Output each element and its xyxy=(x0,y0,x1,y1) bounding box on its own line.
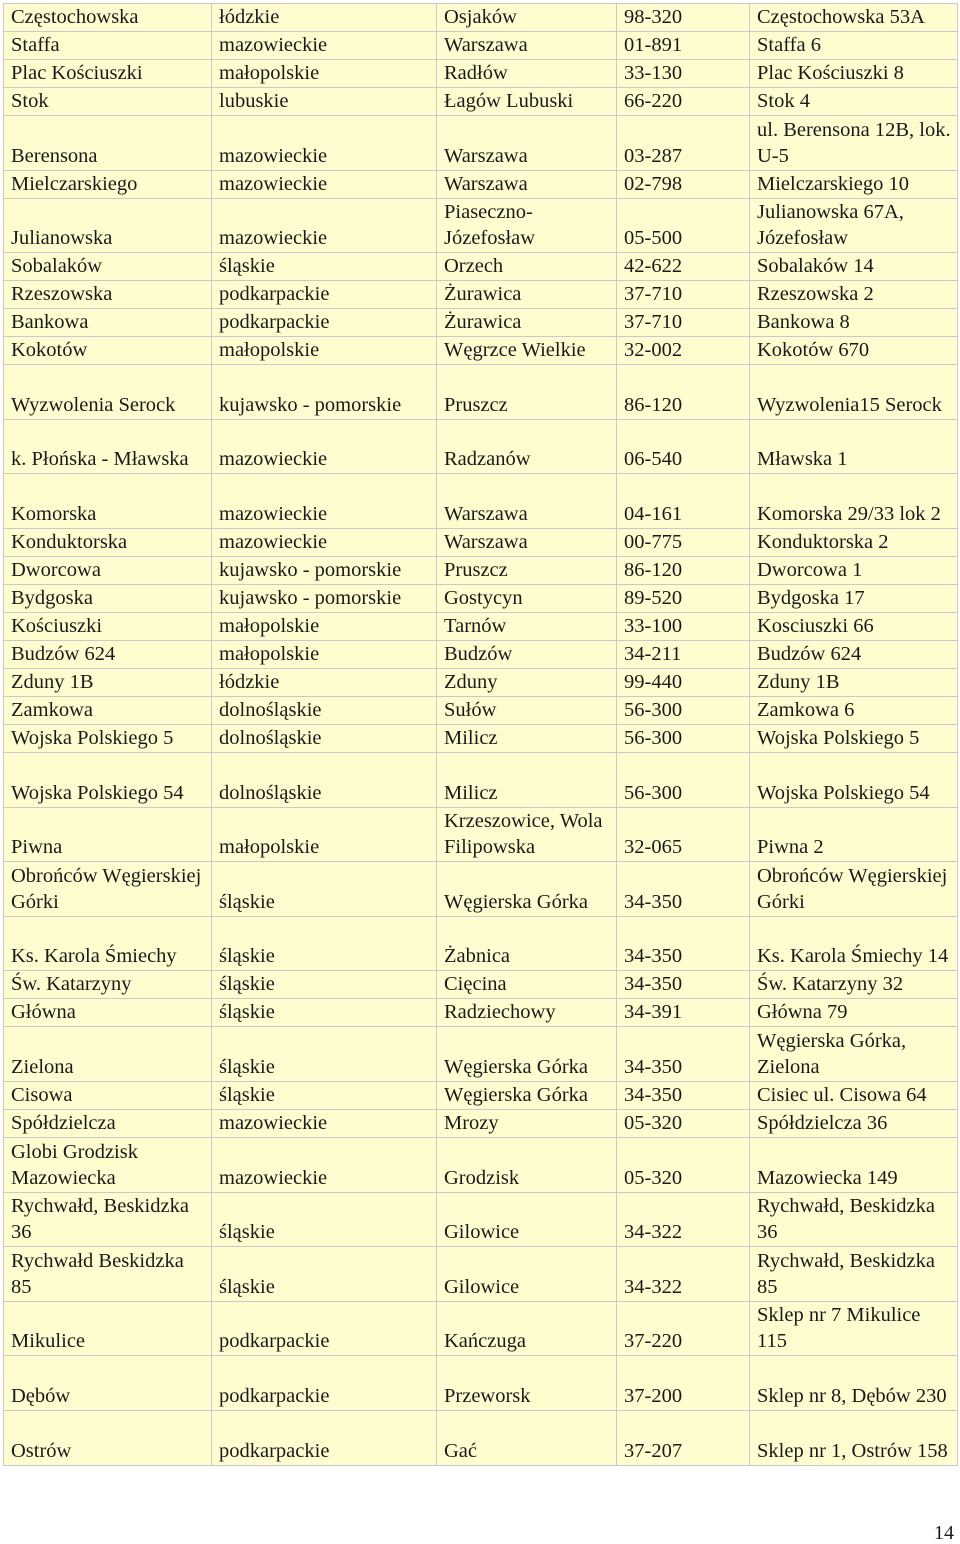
address-cell: Konduktorska 2 xyxy=(750,528,958,556)
table-row xyxy=(4,724,958,752)
address-cell: Cisiec ul. Cisowa 64 xyxy=(750,1081,958,1109)
street-cell: Dworcowa xyxy=(4,556,212,584)
address-cell: Wojska Polskiego 54 xyxy=(750,752,958,807)
street-cell: Bankowa xyxy=(4,309,212,337)
address-cell: Spółdzielcza 36 xyxy=(750,1109,958,1137)
street-cell: Mikulice xyxy=(4,1301,212,1356)
region-cell: mazowieckie xyxy=(212,170,437,198)
table-row xyxy=(4,1356,958,1411)
street-cell: Św. Katarzyny xyxy=(4,971,212,999)
city-cell: Tarnów xyxy=(437,612,617,640)
street-cell: Rychwałd, Beskidzka 36 xyxy=(4,1192,212,1247)
street-cell: Rzeszowska xyxy=(4,281,212,309)
street-cell: Globi Grodzisk Mazowiecka xyxy=(4,1137,212,1192)
table-row xyxy=(4,862,958,917)
address-cell: Sklep nr 1, Ostrów 158 xyxy=(750,1410,958,1465)
postal-code-cell: 37-207 xyxy=(617,1410,750,1465)
street-cell: Komorska xyxy=(4,474,212,529)
table-row xyxy=(4,60,958,88)
postal-code-cell: 37-710 xyxy=(617,281,750,309)
region-cell: śląskie xyxy=(212,1192,437,1247)
region-cell: dolnośląskie xyxy=(212,752,437,807)
region-cell: kujawsko - pomorskie xyxy=(212,556,437,584)
postal-code-cell: 34-350 xyxy=(617,862,750,917)
address-cell: Ks. Karola Śmiechy 14 xyxy=(750,916,958,971)
city-cell: Budzów xyxy=(437,640,617,668)
region-cell: śląskie xyxy=(212,253,437,281)
table-row xyxy=(4,640,958,668)
city-cell: Radłów xyxy=(437,60,617,88)
postal-code-cell: 05-500 xyxy=(617,198,750,253)
postal-code-cell: 34-322 xyxy=(617,1192,750,1247)
postal-code-cell: 34-350 xyxy=(617,971,750,999)
region-cell: podkarpackie xyxy=(212,309,437,337)
city-cell: Węgierska Górka xyxy=(437,862,617,917)
city-cell: Grodzisk xyxy=(437,1137,617,1192)
table-row xyxy=(4,1137,958,1192)
postal-code-cell: 34-350 xyxy=(617,916,750,971)
region-cell: mazowieckie xyxy=(212,1109,437,1137)
region-cell: lubuskie xyxy=(212,88,437,116)
city-cell: Gać xyxy=(437,1410,617,1465)
table-row xyxy=(4,1410,958,1465)
region-cell: łódzkie xyxy=(212,668,437,696)
city-cell: Warszawa xyxy=(437,528,617,556)
region-cell: śląskie xyxy=(212,1081,437,1109)
region-cell: małopolskie xyxy=(212,807,437,862)
street-cell: Konduktorska xyxy=(4,528,212,556)
city-cell: Warszawa xyxy=(437,116,617,171)
city-cell: Sułów xyxy=(437,696,617,724)
postal-code-cell: 37-710 xyxy=(617,309,750,337)
table-row xyxy=(4,1027,958,1082)
table-row xyxy=(4,419,958,474)
address-cell: Wyzwolenia15 Serock xyxy=(750,365,958,420)
table-row xyxy=(4,365,958,420)
table-row xyxy=(4,1247,958,1302)
address-cell: Zduny 1B xyxy=(750,668,958,696)
region-cell: małopolskie xyxy=(212,612,437,640)
address-cell: Bankowa 8 xyxy=(750,309,958,337)
table-row xyxy=(4,32,958,60)
city-cell: Żabnica xyxy=(437,916,617,971)
region-cell: mazowieckie xyxy=(212,419,437,474)
address-cell: Komorska 29/33 lok 2 xyxy=(750,474,958,529)
postal-code-cell: 01-891 xyxy=(617,32,750,60)
street-cell: k. Płońska - Mławska xyxy=(4,419,212,474)
table-row xyxy=(4,198,958,253)
table-row xyxy=(4,1109,958,1137)
address-cell: Św. Katarzyny 32 xyxy=(750,971,958,999)
table-row xyxy=(4,474,958,529)
postal-code-cell: 37-200 xyxy=(617,1356,750,1411)
city-cell: Żurawica xyxy=(437,309,617,337)
city-cell: Warszawa xyxy=(437,474,617,529)
address-cell: Częstochowska 53A xyxy=(750,4,958,32)
page-number: 14 xyxy=(934,1522,954,1544)
postal-code-cell: 34-211 xyxy=(617,640,750,668)
postal-code-cell: 42-622 xyxy=(617,253,750,281)
table-row xyxy=(4,1192,958,1247)
city-cell: Gilowice xyxy=(437,1247,617,1302)
address-cell: Sobalaków 14 xyxy=(750,253,958,281)
city-cell: Warszawa xyxy=(437,32,617,60)
postal-code-cell: 34-322 xyxy=(617,1247,750,1302)
street-cell: Plac Kościuszki xyxy=(4,60,212,88)
table-row xyxy=(4,807,958,862)
address-cell: Piwna 2 xyxy=(750,807,958,862)
city-cell: Radzanów xyxy=(437,419,617,474)
street-cell: Obrońców Węgierskiej Górki xyxy=(4,862,212,917)
postal-code-cell: 05-320 xyxy=(617,1137,750,1192)
address-cell: Bydgoska 17 xyxy=(750,584,958,612)
region-cell: śląskie xyxy=(212,1027,437,1082)
city-cell: Milicz xyxy=(437,752,617,807)
postal-code-cell: 34-350 xyxy=(617,1081,750,1109)
region-cell: śląskie xyxy=(212,971,437,999)
postal-code-cell: 33-100 xyxy=(617,612,750,640)
street-cell: Kokotów xyxy=(4,337,212,365)
street-cell: Zamkowa xyxy=(4,696,212,724)
postal-code-cell: 33-130 xyxy=(617,60,750,88)
postal-code-cell: 99-440 xyxy=(617,668,750,696)
postal-code-cell: 02-798 xyxy=(617,170,750,198)
address-cell: Budzów 624 xyxy=(750,640,958,668)
address-cell: Zamkowa 6 xyxy=(750,696,958,724)
address-cell: Węgierska Górka, Zielona xyxy=(750,1027,958,1082)
city-cell: Gostycyn xyxy=(437,584,617,612)
postal-code-cell: 56-300 xyxy=(617,696,750,724)
street-cell: Mielczarskiego xyxy=(4,170,212,198)
address-cell: Mazowiecka 149 xyxy=(750,1137,958,1192)
table-row xyxy=(4,556,958,584)
table-row xyxy=(4,668,958,696)
city-cell: Węgierska Górka xyxy=(437,1027,617,1082)
table-row xyxy=(4,752,958,807)
address-cell: Główna 79 xyxy=(750,999,958,1027)
region-cell: podkarpackie xyxy=(212,281,437,309)
address-cell: Mielczarskiego 10 xyxy=(750,170,958,198)
table-row xyxy=(4,528,958,556)
table-row xyxy=(4,116,958,171)
city-cell: Węgierska Górka xyxy=(437,1081,617,1109)
postal-code-cell: 34-350 xyxy=(617,1027,750,1082)
street-cell: Kościuszki xyxy=(4,612,212,640)
table-row xyxy=(4,4,958,32)
postal-code-cell: 05-320 xyxy=(617,1109,750,1137)
city-cell: Osjaków xyxy=(437,4,617,32)
city-cell: Gilowice xyxy=(437,1192,617,1247)
street-cell: Ks. Karola Śmiechy xyxy=(4,916,212,971)
table-row xyxy=(4,88,958,116)
region-cell: podkarpackie xyxy=(212,1301,437,1356)
street-cell: Ostrów xyxy=(4,1410,212,1465)
street-cell: Główna xyxy=(4,999,212,1027)
region-cell: śląskie xyxy=(212,999,437,1027)
region-cell: śląskie xyxy=(212,1247,437,1302)
table-row xyxy=(4,281,958,309)
street-cell: Wojska Polskiego 54 xyxy=(4,752,212,807)
city-cell: Żurawica xyxy=(437,281,617,309)
city-cell: Orzech xyxy=(437,253,617,281)
region-cell: mazowieckie xyxy=(212,474,437,529)
city-cell: Radziechowy xyxy=(437,999,617,1027)
city-cell: Piaseczno-Józefosław xyxy=(437,198,617,253)
city-cell: Pruszcz xyxy=(437,365,617,420)
street-cell: Sobalaków xyxy=(4,253,212,281)
region-cell: mazowieckie xyxy=(212,528,437,556)
street-cell: Cisowa xyxy=(4,1081,212,1109)
table-row xyxy=(4,696,958,724)
city-cell: Warszawa xyxy=(437,170,617,198)
postal-code-cell: 04-161 xyxy=(617,474,750,529)
street-cell: Julianowska xyxy=(4,198,212,253)
postal-code-cell: 03-287 xyxy=(617,116,750,171)
street-cell: Rychwałd Beskidzka 85 xyxy=(4,1247,212,1302)
table-row xyxy=(4,253,958,281)
city-cell: Pruszcz xyxy=(437,556,617,584)
street-cell: Wojska Polskiego 5 xyxy=(4,724,212,752)
table-row xyxy=(4,971,958,999)
region-cell: podkarpackie xyxy=(212,1356,437,1411)
city-cell: Łagów Lubuski xyxy=(437,88,617,116)
address-cell: Mławska 1 xyxy=(750,419,958,474)
address-table xyxy=(3,3,958,1466)
region-cell: podkarpackie xyxy=(212,1410,437,1465)
region-cell: mazowieckie xyxy=(212,32,437,60)
postal-code-cell: 86-120 xyxy=(617,365,750,420)
street-cell: Częstochowska xyxy=(4,4,212,32)
city-cell: Węgrzce Wielkie xyxy=(437,337,617,365)
city-cell: Zduny xyxy=(437,668,617,696)
address-cell: Wojska Polskiego 5 xyxy=(750,724,958,752)
region-cell: kujawsko - pomorskie xyxy=(212,365,437,420)
postal-code-cell: 89-520 xyxy=(617,584,750,612)
postal-code-cell: 56-300 xyxy=(617,752,750,807)
address-cell: Plac Kościuszki 8 xyxy=(750,60,958,88)
postal-code-cell: 34-391 xyxy=(617,999,750,1027)
address-cell: Rychwałd, Beskidzka 36 xyxy=(750,1192,958,1247)
city-cell: Milicz xyxy=(437,724,617,752)
table-row xyxy=(4,337,958,365)
street-cell: Piwna xyxy=(4,807,212,862)
table-row xyxy=(4,309,958,337)
address-cell: Sklep nr 7 Mikulice 115 xyxy=(750,1301,958,1356)
address-cell: ul. Berensona 12B, lok. U-5 xyxy=(750,116,958,171)
street-cell: Staffa xyxy=(4,32,212,60)
table-row xyxy=(4,1301,958,1356)
region-cell: śląskie xyxy=(212,862,437,917)
table-row xyxy=(4,612,958,640)
city-cell: Kańczuga xyxy=(437,1301,617,1356)
postal-code-cell: 32-065 xyxy=(617,807,750,862)
region-cell: łódzkie xyxy=(212,4,437,32)
address-cell: Rychwałd, Beskidzka 85 xyxy=(750,1247,958,1302)
address-cell: Kosciuszki 66 xyxy=(750,612,958,640)
postal-code-cell: 66-220 xyxy=(617,88,750,116)
city-cell: Przeworsk xyxy=(437,1356,617,1411)
postal-code-cell: 00-775 xyxy=(617,528,750,556)
region-cell: małopolskie xyxy=(212,640,437,668)
region-cell: mazowieckie xyxy=(212,1137,437,1192)
city-cell: Cięcina xyxy=(437,971,617,999)
address-cell: Staffa 6 xyxy=(750,32,958,60)
address-cell: Kokotów 670 xyxy=(750,337,958,365)
region-cell: mazowieckie xyxy=(212,116,437,171)
region-cell: mazowieckie xyxy=(212,198,437,253)
table-row xyxy=(4,999,958,1027)
address-cell: Sklep nr 8, Dębów 230 xyxy=(750,1356,958,1411)
table-row xyxy=(4,1081,958,1109)
postal-code-cell: 32-002 xyxy=(617,337,750,365)
table-row xyxy=(4,916,958,971)
address-cell: Obrońców Węgierskiej Górki xyxy=(750,862,958,917)
street-cell: Budzów 624 xyxy=(4,640,212,668)
street-cell: Zielona xyxy=(4,1027,212,1082)
address-cell: Stok 4 xyxy=(750,88,958,116)
street-cell: Wyzwolenia Serock xyxy=(4,365,212,420)
street-cell: Stok xyxy=(4,88,212,116)
postal-code-cell: 98-320 xyxy=(617,4,750,32)
region-cell: kujawsko - pomorskie xyxy=(212,584,437,612)
region-cell: śląskie xyxy=(212,916,437,971)
postal-code-cell: 86-120 xyxy=(617,556,750,584)
street-cell: Bydgoska xyxy=(4,584,212,612)
region-cell: małopolskie xyxy=(212,337,437,365)
region-cell: dolnośląskie xyxy=(212,696,437,724)
street-cell: Dębów xyxy=(4,1356,212,1411)
region-cell: dolnośląskie xyxy=(212,724,437,752)
city-cell: Krzeszowice, Wola Filipowska xyxy=(437,807,617,862)
table-row xyxy=(4,584,958,612)
street-cell: Berensona xyxy=(4,116,212,171)
postal-code-cell: 06-540 xyxy=(617,419,750,474)
table-row xyxy=(4,170,958,198)
address-cell: Dworcowa 1 xyxy=(750,556,958,584)
street-cell: Spółdzielcza xyxy=(4,1109,212,1137)
postal-code-cell: 56-300 xyxy=(617,724,750,752)
address-cell: Rzeszowska 2 xyxy=(750,281,958,309)
region-cell: małopolskie xyxy=(212,60,437,88)
city-cell: Mrozy xyxy=(437,1109,617,1137)
address-cell: Julianowska 67A, Józefosław xyxy=(750,198,958,253)
postal-code-cell: 37-220 xyxy=(617,1301,750,1356)
street-cell: Zduny 1B xyxy=(4,668,212,696)
